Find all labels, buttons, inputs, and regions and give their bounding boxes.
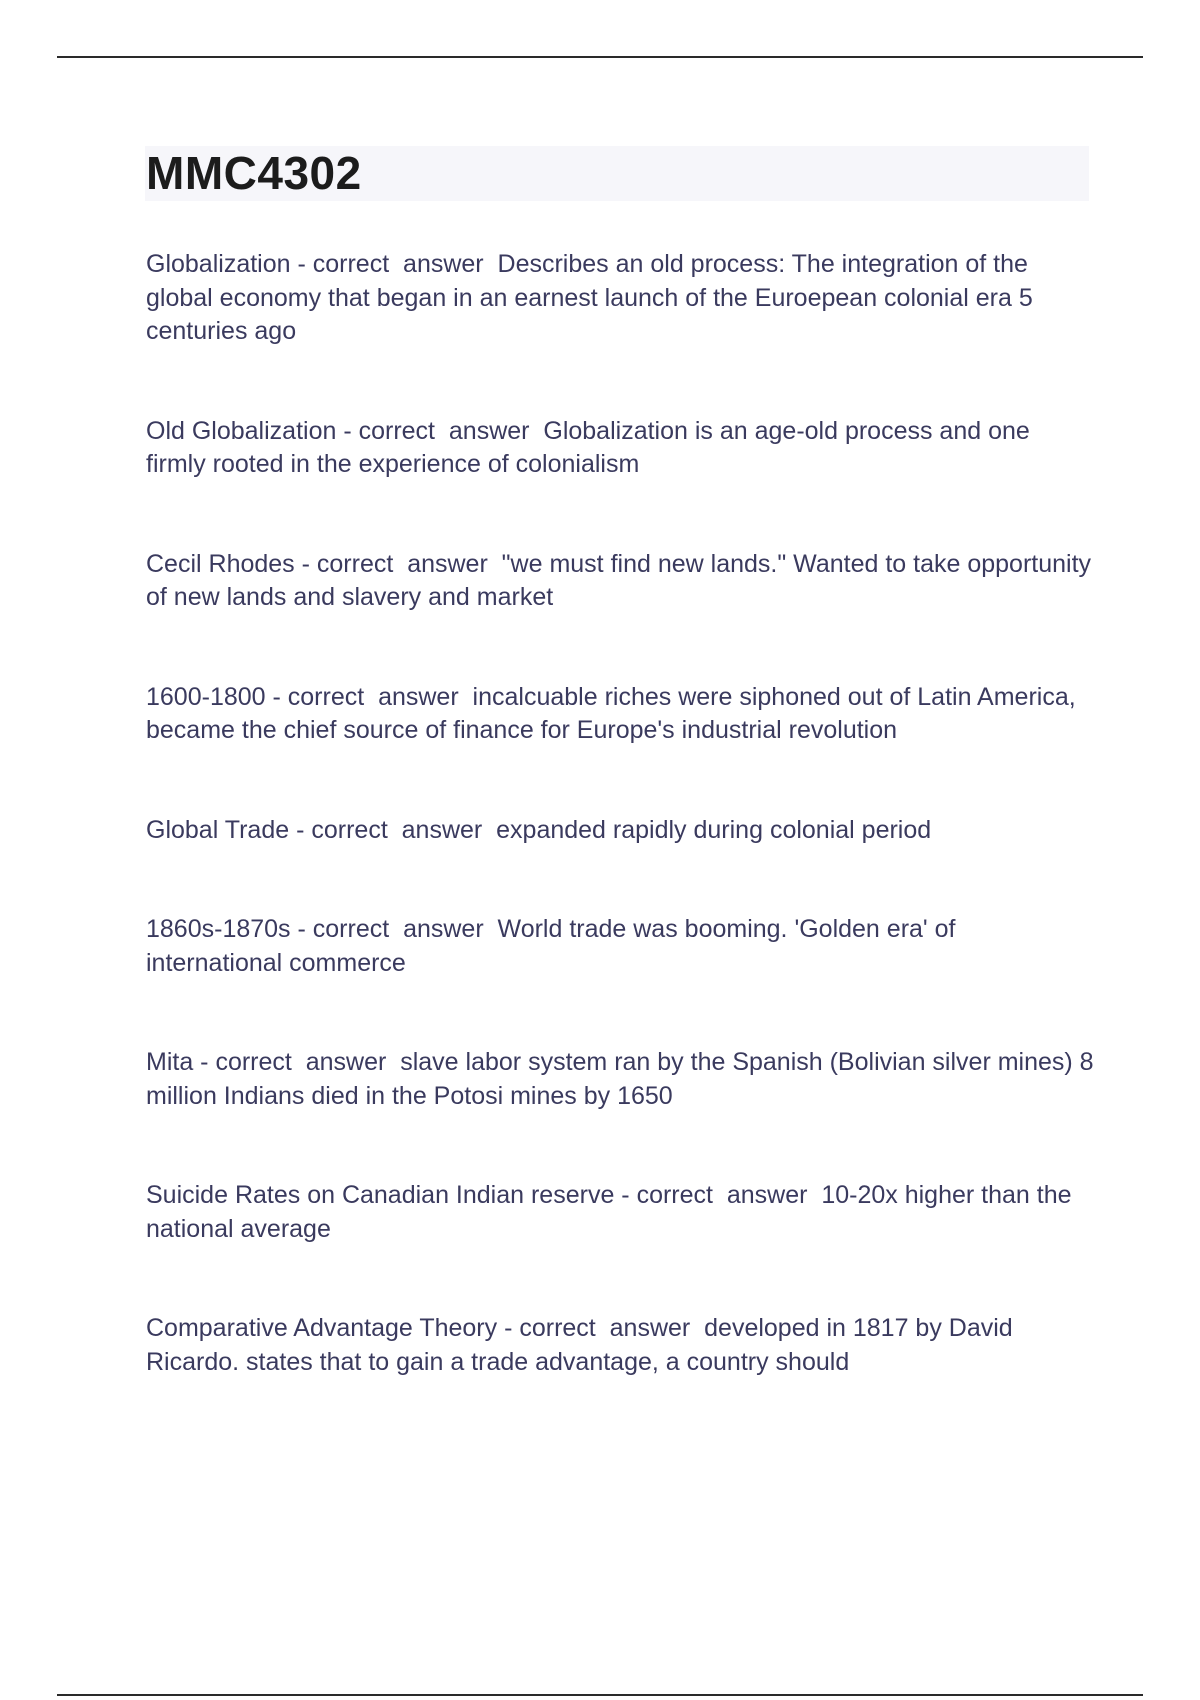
page-title: MMC4302 — [146, 147, 362, 199]
entry-1600-1800: 1600-1800 - correct answer incalcuable riches were siphoned out of Latin America, became the chief source of finance for Europe's industrial revolution — [146, 682, 1083, 744]
entry-cecil-rhodes: Cecil Rhodes - correct answer "we must find new lands." Wanted to take opportunity of new lands and slavery and market — [146, 549, 1098, 611]
entry-list — [146, 248, 1101, 1445]
entry-suicide-rates: Suicide Rates on Canadian Indian reserve - correct answer 10-20x higher than the national average — [146, 1181, 1079, 1243]
entry-globalization: Globalization - correct answer Describes an old process: The integration of the global economy that began in an earnest launch of the Euroepean colonial era 5 centuries ago — [146, 250, 1040, 345]
bottom-rule — [57, 1694, 1143, 1696]
top-rule — [57, 56, 1143, 58]
entry-mita: Mita - correct answer slave labor system ran by the Spanish (Bolivian silver mines) 8 million Indians died in the Potosi mines by 1650 — [146, 1048, 1101, 1110]
entry-global-trade: Global Trade - correct answer expanded rapidly during colonial period — [146, 815, 932, 844]
entry-comparative-advantage: Comparative Advantage Theory - correct answer developed in 1817 by David Ricardo. states that to gain a trade advantage, a country should — [146, 1314, 1020, 1376]
entry-old-globalization: Old Globalization - correct answer Globalization is an age-old process and one firmly rooted in the experience of colonialism — [146, 416, 1037, 478]
entry-1860s-1870s: 1860s-1870s - correct answer World trade was booming. 'Golden era' of international commerce — [146, 915, 963, 977]
